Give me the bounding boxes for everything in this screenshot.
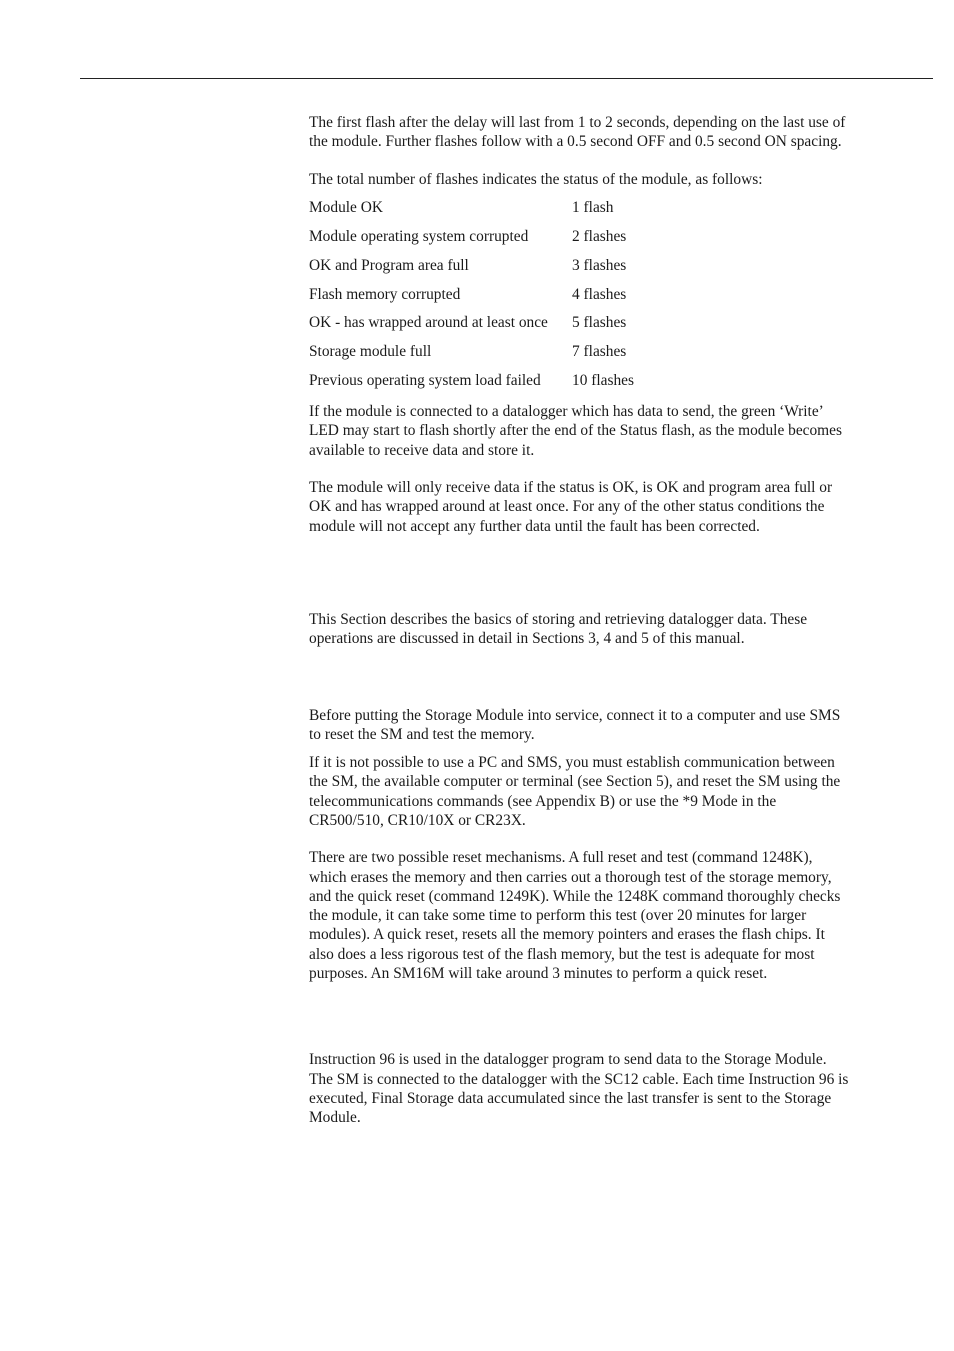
flash-count: 7 flashes: [572, 343, 627, 361]
reset-paragraph-3: There are two possible reset mechanisms. A full reset and test (command 1248K), which erases the memory and then carries out a thorough test of the storage memory, and the quick reset (command 1249K). While the 1248K command thoroughly checks the module, it can take some time to perform this test (over 20 minutes for larger modules). A quick reset, resets all the memory pointers and erases the flash chips. It also does a less rigorous test of the flash memory, but the test is adequate for most purposes. An SM16M will take around 3 minutes to perform a quick reset.: [309, 849, 841, 983]
status-condition: Previous operating system load failed: [309, 372, 541, 390]
intro-paragraph-1: The first flash after the delay will last from 1 to 2 seconds, depending on the last use of the module. Further flashes follow with a 0.5 second OFF and 0.5 second ON spacing.: [309, 114, 846, 151]
flash-count: 1 flash: [572, 198, 614, 216]
basics-paragraph: This Section describes the basics of storing and retrieving datalogger data. These operations are discussed in detail in Sections 3, 4 and 5 of this manual.: [309, 610, 808, 648]
flash-count: 4 flashes: [572, 285, 627, 303]
status-condition: Module OK: [309, 198, 383, 216]
table-row: [309, 285, 849, 314]
status-table: [309, 198, 849, 400]
reset-paragraph-1: Before putting the Storage Module into service, connect it to a computer and use SMS to reset the SM and test the memory.: [309, 706, 841, 743]
table-row: [309, 342, 849, 371]
status-condition: OK - has wrapped around at least once: [309, 314, 548, 332]
intro-paragraph-2: The total number of flashes indicates the status of the module, as follows:: [309, 170, 763, 188]
receive-data-paragraph: The module will only receive data if the status is OK, is OK and program area full or OK and has wrapped around at least once. For any of the other status conditions the module will not accept any further data until the fault has been corrected.: [309, 479, 833, 535]
table-row: [309, 256, 849, 285]
table-row: [309, 313, 849, 342]
table-row: [309, 371, 849, 400]
flash-count: 2 flashes: [572, 227, 627, 245]
flash-count: 3 flashes: [572, 256, 627, 274]
table-row: [309, 198, 849, 227]
table-row: [309, 227, 849, 256]
status-condition: Flash memory corrupted: [309, 285, 461, 303]
write-led-paragraph: If the module is connected to a datalogger which has data to send, the green ‘Write’ LED may start to flash shortly after the end of the Status flash, as the module becomes available to receive data and store it.: [309, 403, 842, 459]
page-content: [309, 113, 849, 1128]
flash-count: 10 flashes: [572, 372, 634, 390]
status-condition: OK and Program area full: [309, 256, 469, 274]
status-condition: Storage module full: [309, 343, 432, 361]
flash-count: 5 flashes: [572, 314, 627, 332]
status-condition: Module operating system corrupted: [309, 227, 529, 245]
header-rule: [80, 78, 933, 79]
instruction-96-paragraph: Instruction 96 is used in the datalogger program to send data to the Storage Module. The SM is connected to the datalogger with the SC12 cable. Each time Instruction 96 is executed, Final Storage data accumulated since the last transfer is sent to the Storage Module.: [309, 1051, 849, 1127]
reset-paragraph-2: If it is not possible to use a PC and SMS, you must establish communication between the SM, the available computer or terminal (see Section 5), and reset the SM using the telecommunications commands (see Appendix B) or use the *9 Mode in the CR500/510, CR10/10X or CR23X.: [309, 754, 841, 829]
